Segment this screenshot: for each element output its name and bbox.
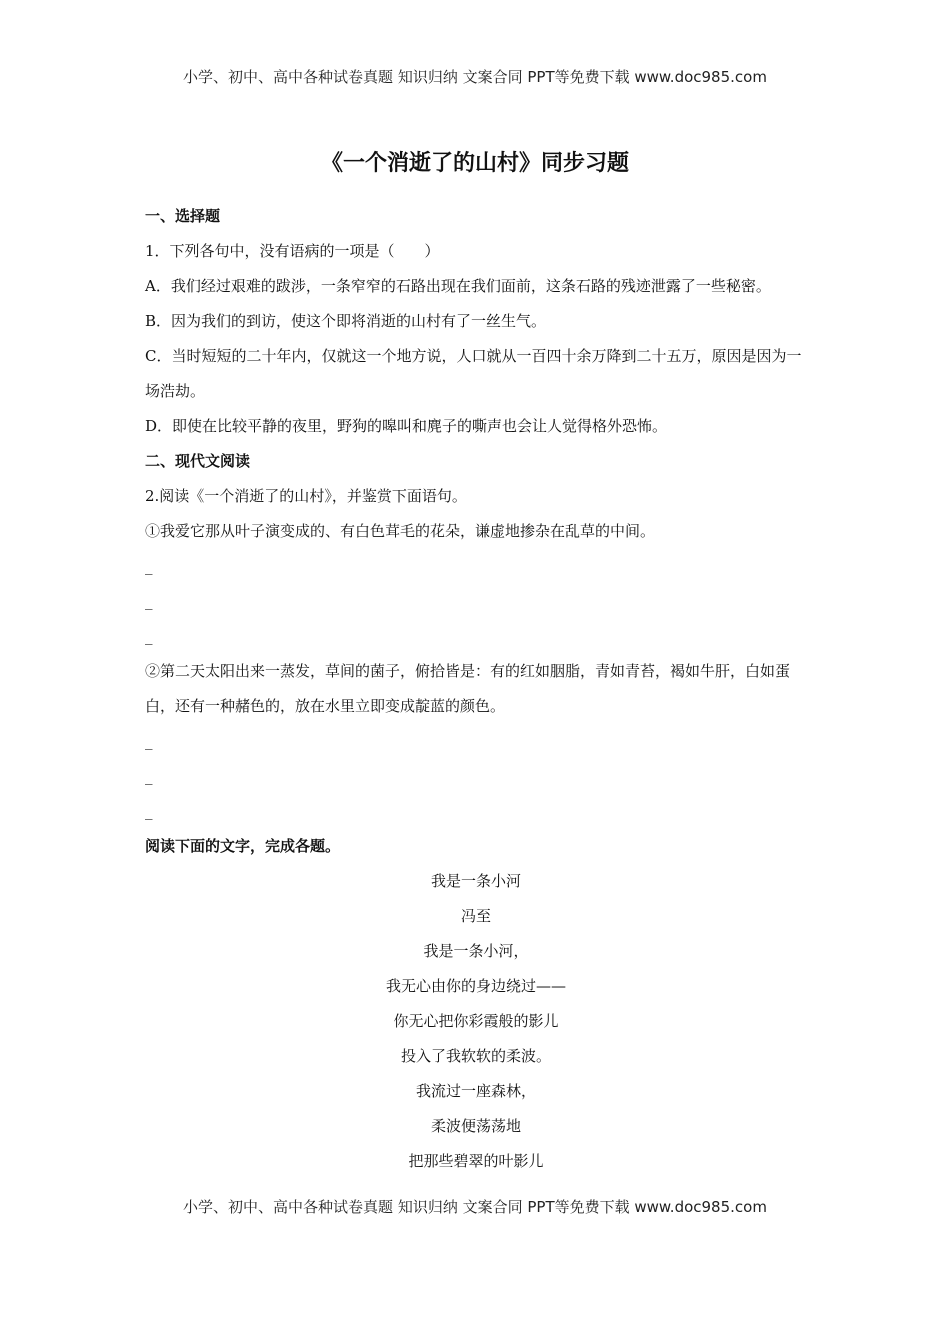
poem-line: 我是一条小河，	[423, 942, 529, 960]
poem-title: 我是一条小河	[430, 872, 521, 890]
document-title: 《一个消逝了的山村》同步习题	[320, 151, 629, 176]
answer-blank-line: _	[145, 767, 153, 785]
option-a: A．我们经过艰难的跋涉，一条窄窄的石路出现在我们面前，这条石路的残迹泄露了一些秘密。	[145, 277, 771, 295]
section-heading-multiple-choice: 一、选择题	[145, 207, 221, 225]
answer-blank-line: _	[145, 592, 153, 610]
option-d: D．即使在比较平静的夜里，野狗的嗥叫和麂子的嘶声也会让人觉得格外恐怖。	[145, 417, 668, 435]
poem-line: 投入了我软软的柔波。	[400, 1047, 551, 1065]
reading-instruction: 阅读下面的文字，完成各题。	[145, 837, 341, 855]
answer-blank-line: _	[145, 557, 153, 575]
poem-line: 我流过一座森林，	[415, 1082, 536, 1100]
poem	[145, 864, 807, 1179]
page-header: 小学、初中、高中各种试卷真题 知识归纳 文案合同 PPT等免费下载 www.doc985.com	[183, 68, 767, 86]
poem-author: 冯至	[460, 907, 491, 925]
answer-blank-line: _	[145, 732, 153, 750]
answer-blank-line: _	[145, 802, 153, 820]
option-c: C．当时短短的二十年内，仅就这一个地方说，人口就从一百四十余万降到二十五万，原因是因为一场浩劫。	[145, 347, 802, 400]
poem-line: 我无心由你的身边绕过——	[385, 977, 566, 995]
sentence-1: ①我爱它那从叶子演变成的、有白色茸毛的花朵，谦虚地掺杂在乱草的中间。	[145, 522, 656, 540]
question-2: 2.阅读《一个消逝了的山村》，并鉴赏下面语句。	[145, 487, 467, 505]
page-footer: 小学、初中、高中各种试卷真题 知识归纳 文案合同 PPT等免费下载 www.doc985.com	[183, 1198, 767, 1216]
document-body	[145, 199, 807, 1179]
option-b: B．因为我们的到访，使这个即将消逝的山村有了一丝生气。	[145, 312, 547, 330]
question-1: 1．下列各句中，没有语病的一项是（ ）	[145, 242, 440, 260]
poem-line: 你无心把你彩霞般的影儿	[393, 1012, 559, 1030]
poem-line: 把那些碧翠的叶影儿	[408, 1152, 544, 1170]
sentence-2: ②第二天太阳出来一蒸发，草间的菌子，俯拾皆是：有的红如胭脂，青如青苔，褐如牛肝，白如蛋白，还有一种赭色的，放在水里立即变成靛蓝的颜色。	[145, 662, 791, 715]
answer-blank-line: _	[145, 627, 153, 645]
poem-line: 柔波便荡荡地	[430, 1117, 521, 1135]
section-heading-modern-reading: 二、现代文阅读	[145, 452, 251, 470]
